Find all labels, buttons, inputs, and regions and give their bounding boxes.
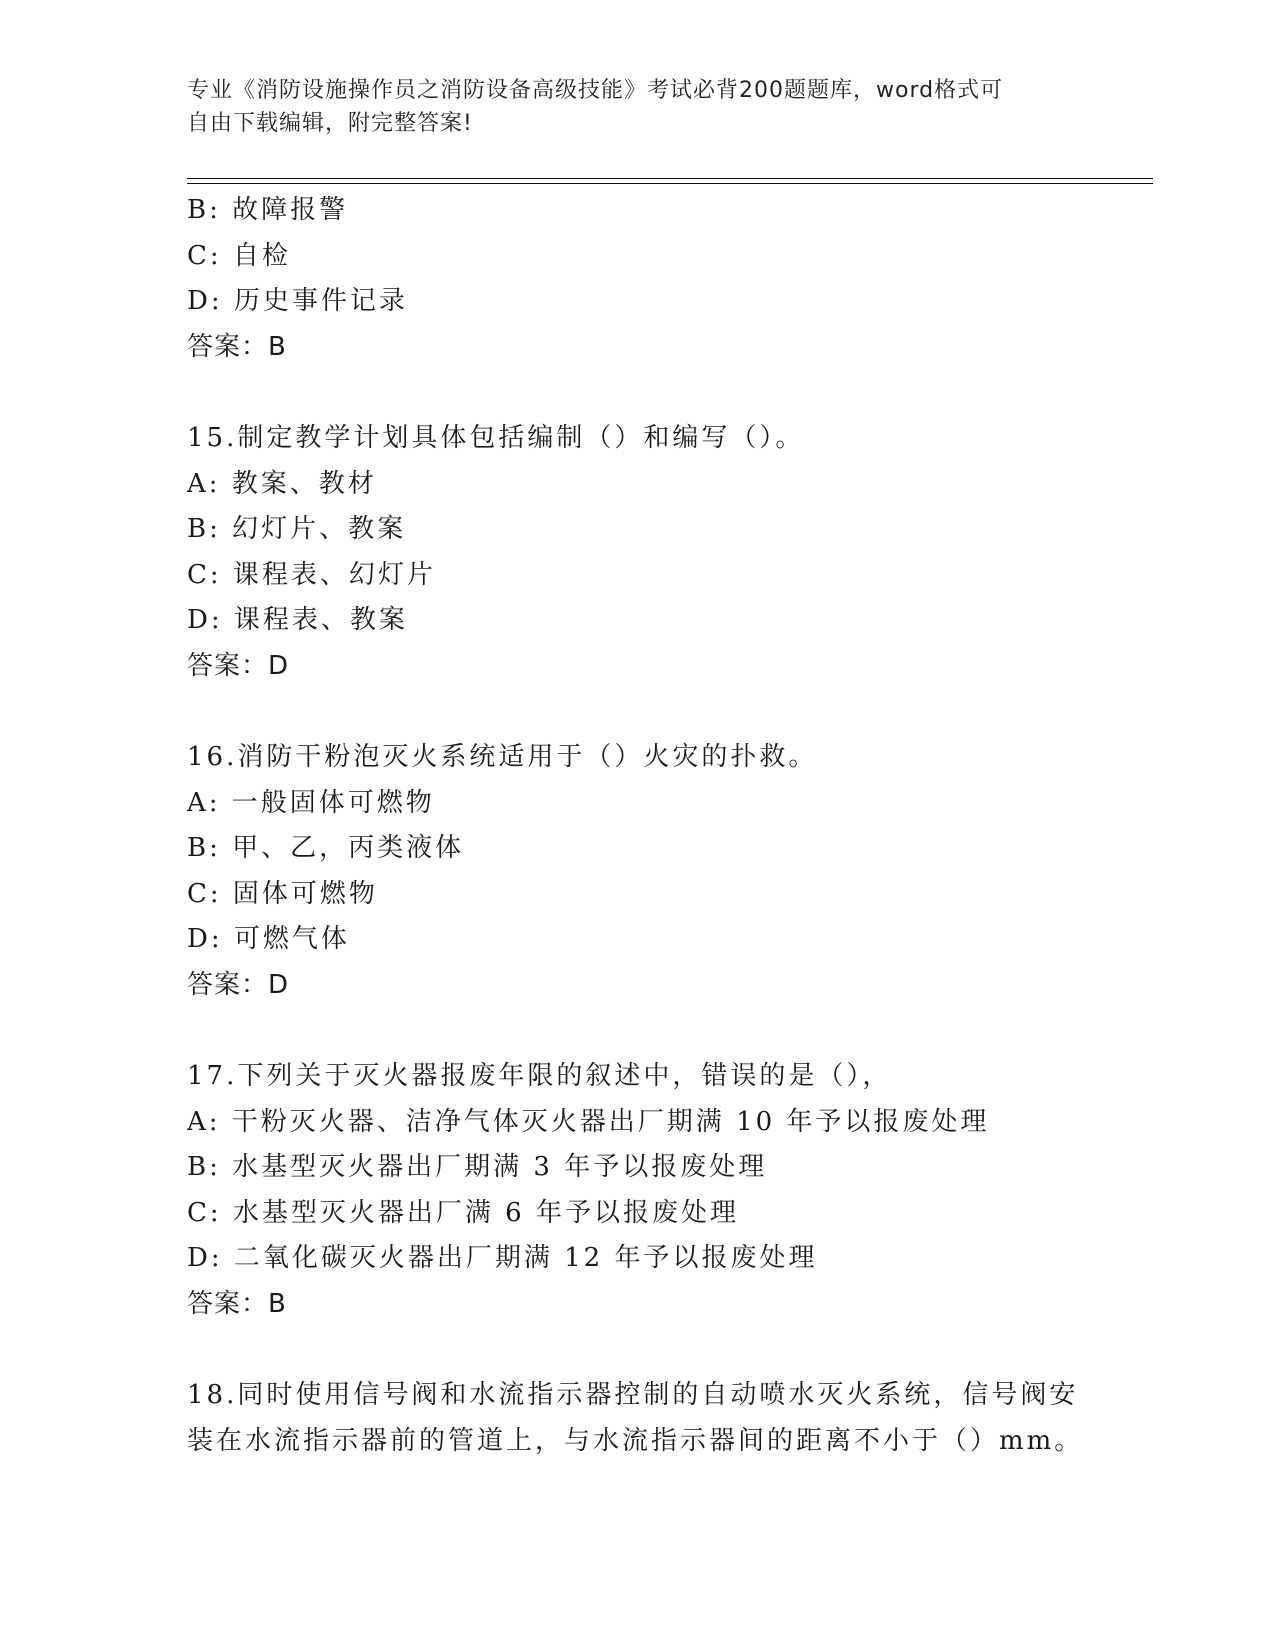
answer-line: 答案：D <box>187 969 290 1000</box>
option-b: B: 水基型灭火器出厂期满 3 年予以报废处理 <box>187 1152 768 1182</box>
option-a: A: 一般固体可燃物 <box>187 787 435 818</box>
header-line-1: 专业《消防设施操作员之消防设备高级技能》考试必背200题题库，word格式可 <box>187 78 1004 103</box>
question-stem: 17.下列关于灭火器报废年限的叙述中，错误的是（）， <box>187 1061 892 1091</box>
option-b: B: 幻灯片、教案 <box>187 514 407 544</box>
question-stem: 15.制定教学计划具体包括编制（）和编写（）。 <box>187 423 805 453</box>
option-d: D: 二氧化碳灭火器出厂期满 12 年予以报废处理 <box>187 1243 818 1273</box>
header-divider-bottom <box>187 183 1153 184</box>
option-c: C: 固体可燃物 <box>187 878 378 909</box>
question-15 <box>187 416 1153 689</box>
option-c: C: 课程表、幻灯片 <box>187 559 436 590</box>
option-a: A: 干粉灭火器、洁净气体灭火器出厂期满 10 年予以报废处理 <box>187 1106 990 1137</box>
option-b: B: 故障报警 <box>187 195 349 225</box>
question-list <box>187 188 1153 1464</box>
document-header <box>187 74 1087 140</box>
option-a: A: 教案、教材 <box>187 468 377 499</box>
option-b: B: 甲、乙，丙类液体 <box>187 833 465 863</box>
option-c: C: 自检 <box>187 240 291 271</box>
question-17 <box>187 1054 1153 1327</box>
option-d: D: 历史事件记录 <box>187 286 408 316</box>
header-divider-top <box>187 178 1153 179</box>
question-stem-line-2: 装在水流指示器前的管道上，与水流指示器间的距离不小于（）mm。 <box>187 1425 1084 1456</box>
question-stem-line-1: 18.同时使用信号阀和水流指示器控制的自动喷水灭火系统，信号阀安 <box>187 1380 1079 1410</box>
answer-line: 答案：D <box>187 650 290 681</box>
option-d: D: 可燃气体 <box>187 924 350 954</box>
header-line-2: 自由下载编辑，附完整答案! <box>187 111 473 136</box>
answer-line: 答案：B <box>187 331 287 362</box>
question-14-tail <box>187 188 1153 370</box>
question-16 <box>187 735 1153 1008</box>
option-d: D: 课程表、教案 <box>187 605 408 635</box>
question-stem: 16.消防干粉泡灭火系统适用于（）火灾的扑救。 <box>187 742 818 772</box>
question-18 <box>187 1373 1153 1464</box>
answer-line: 答案：B <box>187 1288 287 1319</box>
option-c: C: 水基型灭火器出厂满 6 年予以报废处理 <box>187 1197 739 1228</box>
